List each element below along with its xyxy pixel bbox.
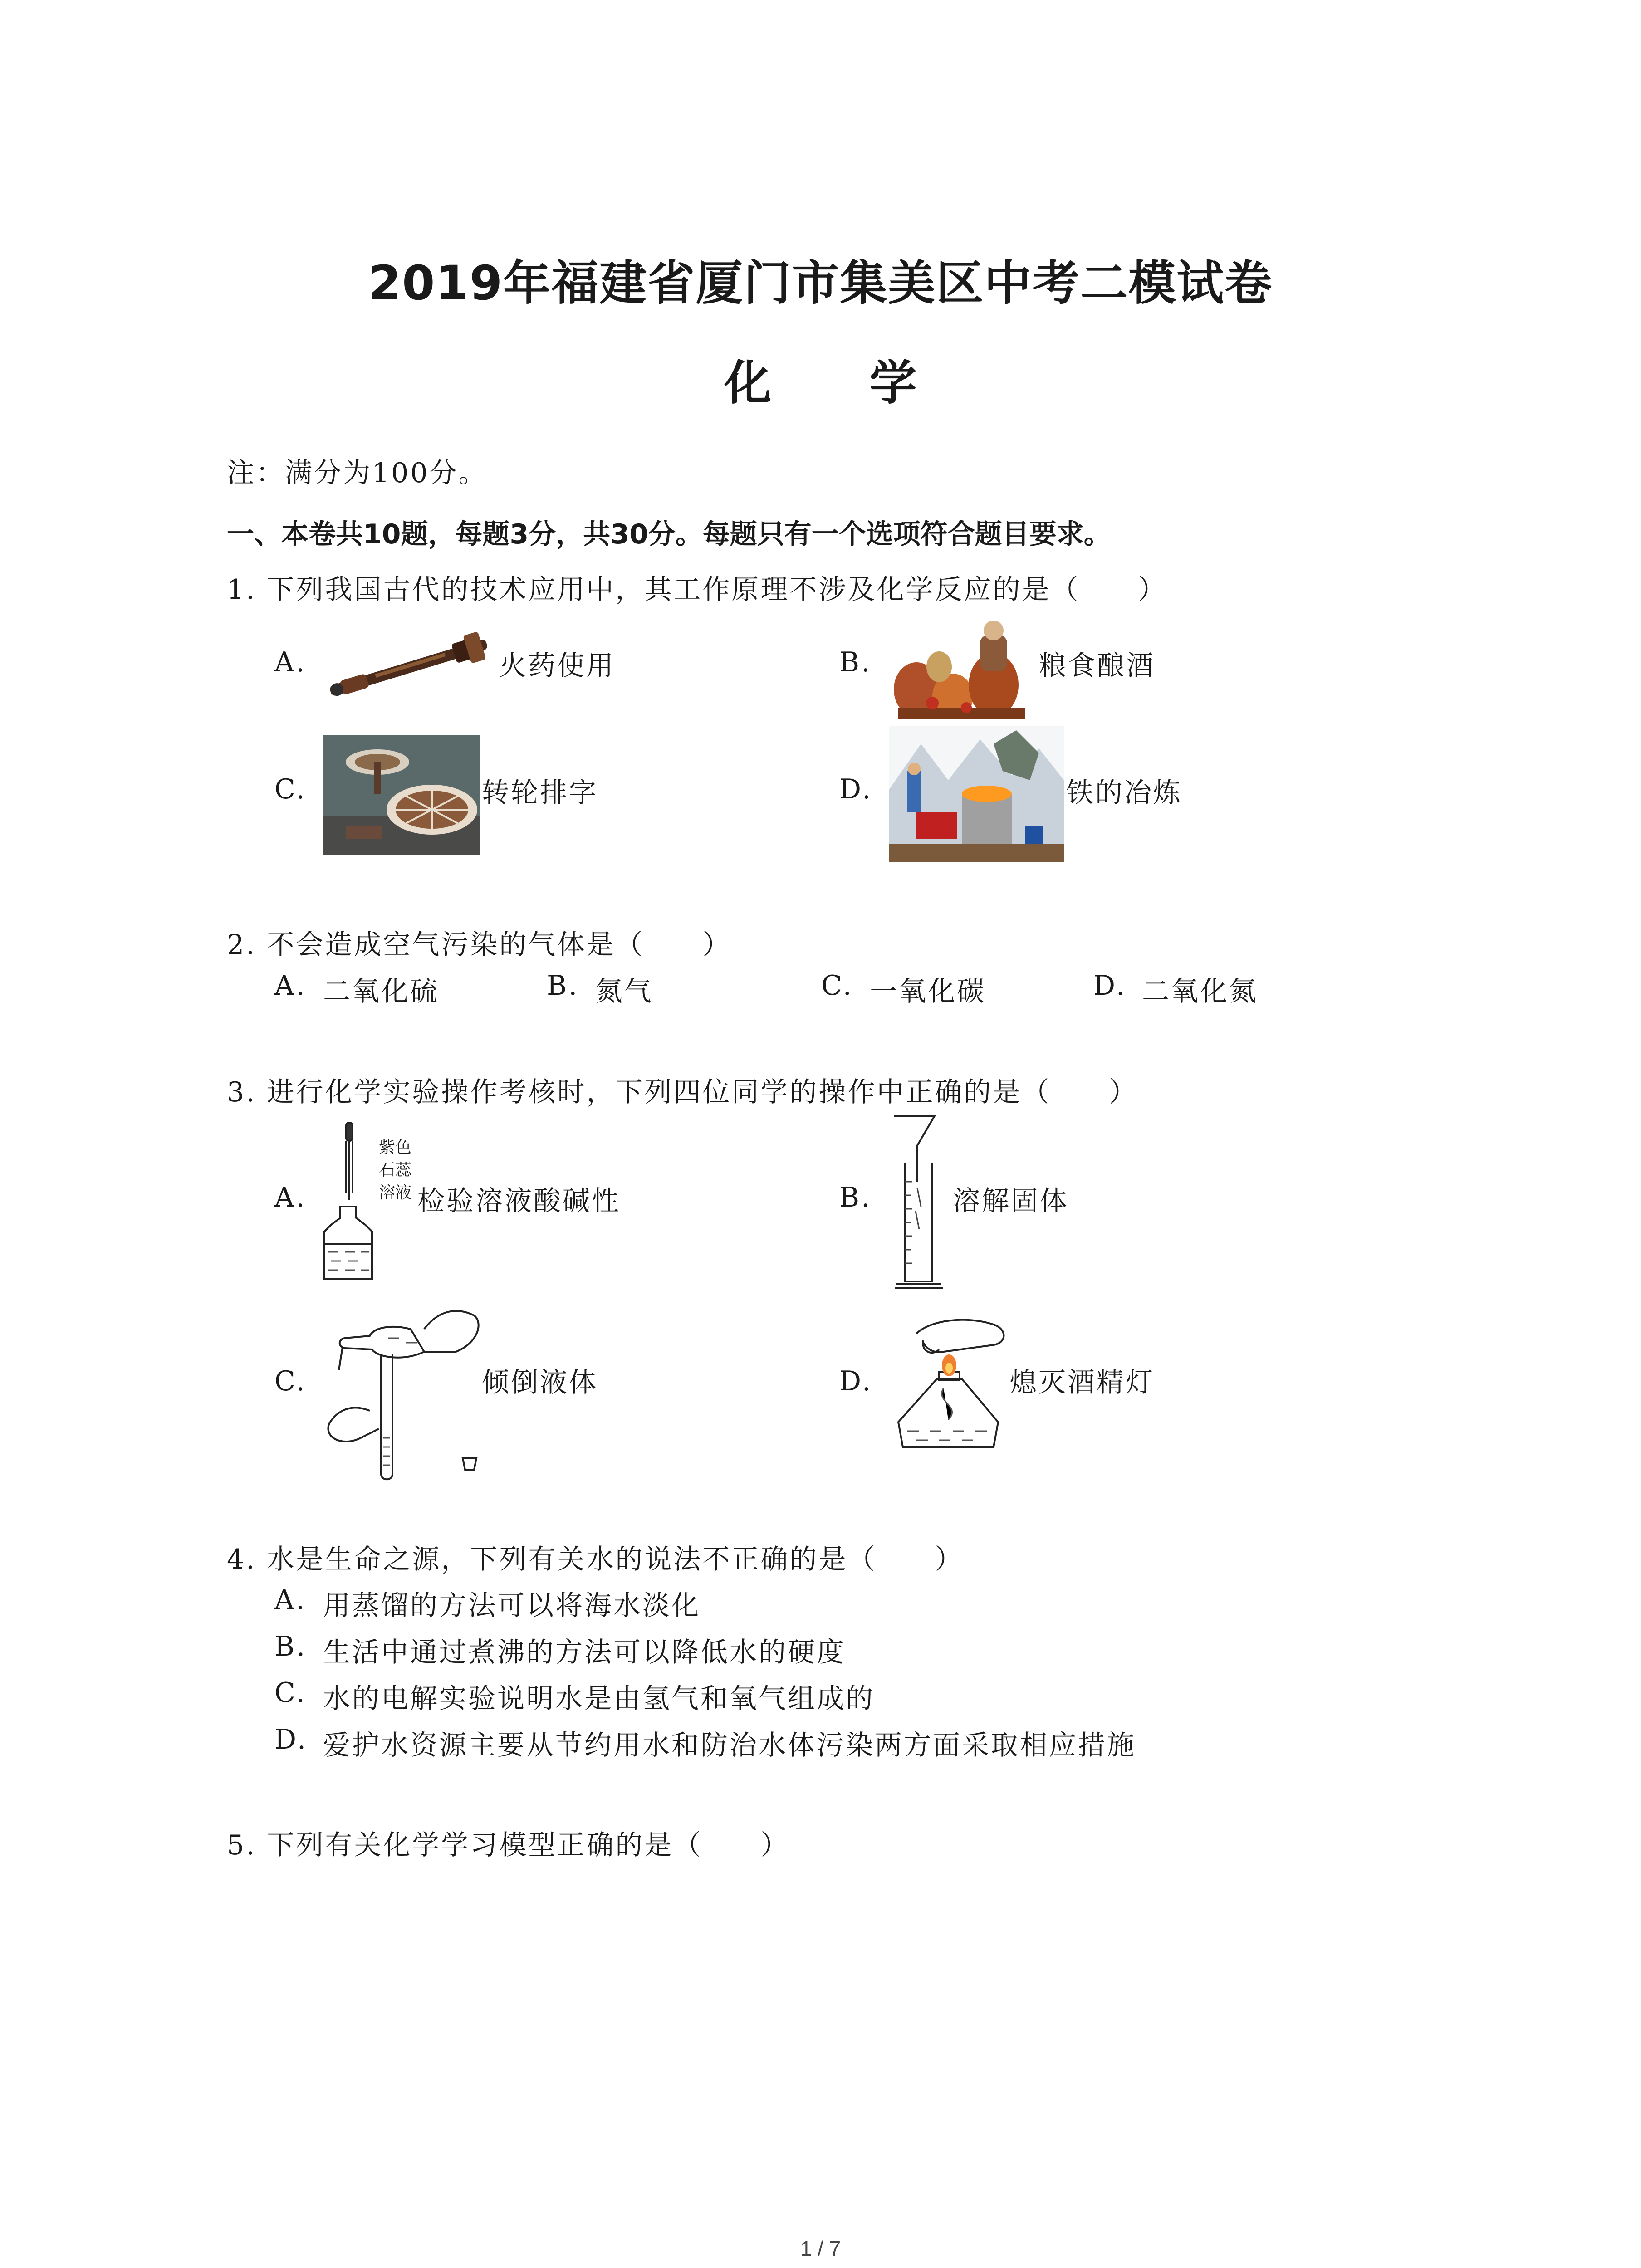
q1-option-b-letter: B. xyxy=(839,646,872,678)
dropper-bottle-diagram xyxy=(320,1120,379,1288)
q2-option-b-text: 氮气 xyxy=(595,976,653,1007)
score-note: 注：满分为100分。 xyxy=(227,457,488,489)
question-1-stem: 1. 下列我国古代的技术应用中，其工作原理不涉及化学反应的是（ ） xyxy=(227,574,1167,606)
q4-option-c-text: 水的电解实验说明水是由氢气和氧气组成的 xyxy=(323,1683,875,1715)
q3-option-b-text: 溶解固体 xyxy=(953,1185,1069,1217)
dropper-label-line-1: 紫色 xyxy=(379,1138,412,1157)
alcohol-lamp-diagram xyxy=(889,1311,1016,1452)
exam-title: 2019年福建省厦门市集美区中考二模试卷 xyxy=(368,255,1273,311)
q4-option-a-letter: A. xyxy=(274,1584,307,1616)
subject-title: 化 学 xyxy=(724,355,958,411)
page-number: 1 / 7 xyxy=(800,2237,841,2260)
q1-option-d-letter: D. xyxy=(839,773,873,805)
question-4-stem: 4. 水是生命之源，下列有关水的说法不正确的是（ ） xyxy=(227,1544,964,1575)
dropper-label xyxy=(379,1136,411,1204)
q1-option-a-text: 火药使用 xyxy=(499,650,615,682)
rotary-type-image xyxy=(323,735,480,855)
q2-option-a-text: 二氧化硫 xyxy=(323,976,439,1007)
q3-option-a-letter: A. xyxy=(274,1182,307,1213)
q4-option-a-text: 用蒸馏的方法可以将海水淡化 xyxy=(323,1590,700,1622)
gunpowder-weapon-image xyxy=(320,617,497,717)
question-2-stem: 2. 不会造成空气污染的气体是（ ） xyxy=(227,929,732,961)
q3-option-a-text: 检验溶液酸碱性 xyxy=(417,1185,621,1217)
dropper-label-line-3: 溶液 xyxy=(379,1183,412,1202)
q1-option-c-letter: C. xyxy=(274,773,307,805)
q2-option-b-letter: B. xyxy=(547,970,579,1002)
question-3-stem: 3. 进行化学实验操作考核时，下列四位同学的操作中正确的是（ ） xyxy=(227,1076,1138,1108)
q1-option-d-text: 铁的冶炼 xyxy=(1066,777,1182,809)
q2-option-c-text: 一氧化碳 xyxy=(870,976,986,1007)
q2-option-a-letter: A. xyxy=(274,970,307,1002)
q4-option-c-letter: C. xyxy=(274,1677,307,1709)
q3-option-b-letter: B. xyxy=(839,1182,872,1213)
q1-option-b-text: 粮食酿酒 xyxy=(1039,650,1155,682)
graduated-cylinder-diagram xyxy=(889,1114,948,1290)
q3-option-d-text: 熄灭酒精灯 xyxy=(1009,1367,1155,1398)
section-heading: 一、本卷共10题，每题3分，共30分。每题只有一个选项符合题目要求。 xyxy=(227,518,1111,550)
q3-option-c-letter: C. xyxy=(274,1365,307,1397)
q3-option-c-text: 倾倒液体 xyxy=(482,1367,598,1398)
q2-option-d-text: 二氧化氮 xyxy=(1142,976,1258,1007)
dropper-label-line-2: 石蕊 xyxy=(379,1161,412,1179)
question-5-stem: 5. 下列有关化学学习模型正确的是（ ） xyxy=(227,1829,790,1861)
q4-option-d-letter: D. xyxy=(274,1724,308,1755)
q4-option-b-letter: B. xyxy=(274,1631,307,1662)
q2-option-c-letter: C. xyxy=(821,970,853,1002)
q3-option-d-letter: D. xyxy=(839,1365,873,1397)
q4-option-d-text: 爱护水资源主要从节约用水和防治水体污染两方面采取相应措施 xyxy=(323,1730,1136,1761)
wine-brewing-image xyxy=(889,617,1034,721)
pouring-liquid-diagram xyxy=(320,1302,492,1483)
q2-option-d-letter: D. xyxy=(1093,970,1127,1002)
q1-option-c-text: 转轮排字 xyxy=(482,777,598,809)
q4-option-b-text: 生活中通过煮沸的方法可以降低水的硬度 xyxy=(323,1637,846,1668)
q1-option-a-letter: A. xyxy=(274,646,307,678)
iron-smelting-image xyxy=(889,726,1064,862)
